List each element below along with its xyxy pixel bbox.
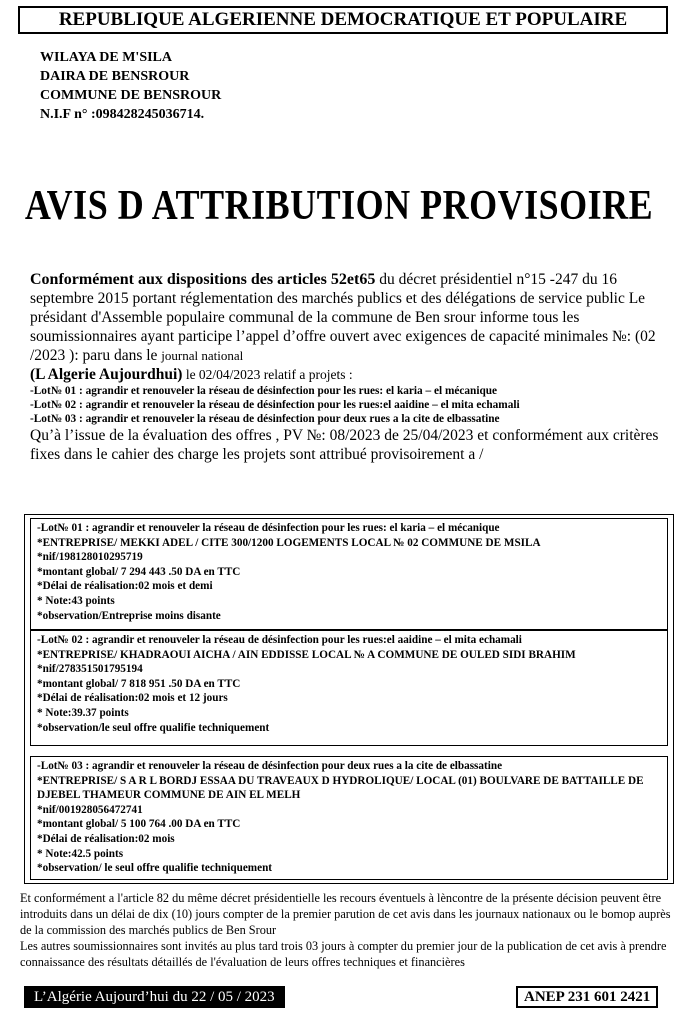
award-lot: -Lot№ 02 : agrandir et renouveler la réseau de désinfection pour les rues:el aaidine – el mita echamali: [37, 634, 522, 646]
footer-para-2: Les autres soumissionnaires sont invités au plus tard trois 03 jours à compter du premier jour de la publication de cet avis à prendre connaissance des résultats détaillés de l'évaluation de leurs offres techniques et financières: [20, 939, 667, 969]
footer-para-1: Et conformément a l'article 82 du même décret présidentielle les recours éventuels à lèncontre de la présente décision peuvent être introduits dans un délai de dix (10) jours compter de la premier parution de cet avis dans les journaux nationaux ou le bomop auprès de la commission des marchés publics de Ben Srour: [20, 891, 671, 937]
intro-bold-lead: Conformément aux dispositions des articles 52et65: [30, 271, 376, 288]
daira: DAIRA DE BENSROUR: [40, 69, 190, 84]
award-note: * Note:43 points: [37, 594, 115, 607]
award-observation: *observation/ le seul offre qualifie techniquement: [37, 862, 273, 875]
nif: N.I.F n° :098428245036714.: [40, 107, 205, 122]
lot-item: -Lot№ 02 : agrandir et renouveler la réseau de désinfection pour les rues:el aaidine – el mita echamali: [30, 399, 520, 411]
intro-text-1: du décret présidentiel n°15 -247 du 16 septembre 2015 portant réglementation des marchés publics et des délégations de service public Le présidant d'Assemble populaire communal de la commune de Ben srour informe tous les soumissionnaires ayant participe l’appel d’offre ouvert avec exigences de capacité minimales №: (02 /2023 ): paru dans le: [30, 271, 656, 364]
award-nif: *nif/198128010295719: [37, 551, 143, 564]
award-observation: *observation/Entreprise moins disante: [37, 609, 221, 622]
award-entreprise: *ENTREPRISE/ S A R L BORDJ ESSAA DU TRAVEAUX D HYDROLIQUE/ LOCAL (01) BOULVARE DE BATTAILLE DE DJEBEL THAMEUR COMMUNE DE AIN EL MELH: [37, 774, 644, 802]
award-lot-3: [30, 756, 668, 880]
award-montant: *montant global/ 7 818 951 .50 DA en TTC: [37, 677, 241, 690]
award-montant: *montant global/ 7 294 443 .50 DA en TTC: [37, 565, 241, 578]
award-entreprise: *ENTREPRISE/ KHADRAOUI AICHA / AIN EDDISSE LOCAL № A COMMUNE DE OULED SIDI BRAHIM: [37, 648, 576, 661]
award-observation: *observation/le seul offre qualifie techniquement: [37, 721, 270, 734]
award-delai: *Délai de réalisation:02 mois et 12 jours: [37, 692, 228, 705]
award-montant: *montant global/ 5 100 764 .00 DA en TTC: [37, 818, 241, 831]
publication-date: L’Algérie Aujourd’hui du 22 / 05 / 2023: [24, 986, 285, 1008]
commune: COMMUNE DE BENSROUR: [40, 88, 222, 103]
award-nif: *nif/001928056472741: [37, 803, 143, 816]
intro-text-3: Qu’à l’issue de la évaluation des offres , PV №: 08/2023 de 25/04/2023 et conformément aux critères fixes dans le cahier des charge les projets sont attribué provisoirement a /: [30, 427, 659, 463]
journal-label: journal national: [161, 348, 244, 363]
republic-banner: REPUBLIQUE ALGERIENNE DEMOCRATIQUE ET POPULAIRE: [18, 6, 668, 34]
award-lot-2: [30, 630, 668, 746]
award-lot: -Lot№ 01 : agrandir et renouveler la réseau de désinfection pour les rues: el karia – el mécanique: [37, 522, 500, 534]
award-delai: *Délai de réalisation:02 mois et demi: [37, 580, 213, 593]
award-lot-1: [30, 518, 668, 630]
lot-item: -Lot№ 01 : agrandir et renouveler la réseau de désinfection pour les rues: el karia – el mécanique: [30, 385, 498, 397]
award-note: * Note:42.5 points: [37, 847, 124, 860]
lot-item: -Lot№ 03 : agrandir et renouveler la réseau de désinfection pour deux rues a la cite de elbassatine: [30, 413, 500, 425]
issuer-block: [40, 48, 221, 124]
award-delai: *Délai de réalisation:02 mois: [37, 832, 175, 845]
footer-text: [20, 890, 674, 970]
wilaya: WILAYA DE M'SILA: [40, 50, 173, 65]
award-nif: *nif/278351501795194: [37, 663, 143, 676]
journal-name: (L Algerie Aujourdhui): [30, 366, 183, 383]
award-lot: -Lot№ 03 : agrandir et renouveler la réseau de désinfection pour deux rues a la cite de elbassatine: [37, 760, 503, 772]
intro-text: [30, 270, 670, 464]
award-entreprise: *ENTREPRISE/ MEKKI ADEL / CITE 300/1200 LOGEMENTS LOCAL № 02 COMMUNE DE MSILA: [37, 536, 541, 549]
page-title: AVIS D ATTRIBUTION PROVISOIRE: [24, 181, 654, 229]
lot-list: [30, 384, 670, 426]
intro-text-2: le 02/04/2023 relatif a projets :: [182, 367, 353, 382]
award-note: * Note:39.37 points: [37, 706, 129, 719]
anep-reference: ANEP 231 601 2421: [516, 986, 658, 1008]
